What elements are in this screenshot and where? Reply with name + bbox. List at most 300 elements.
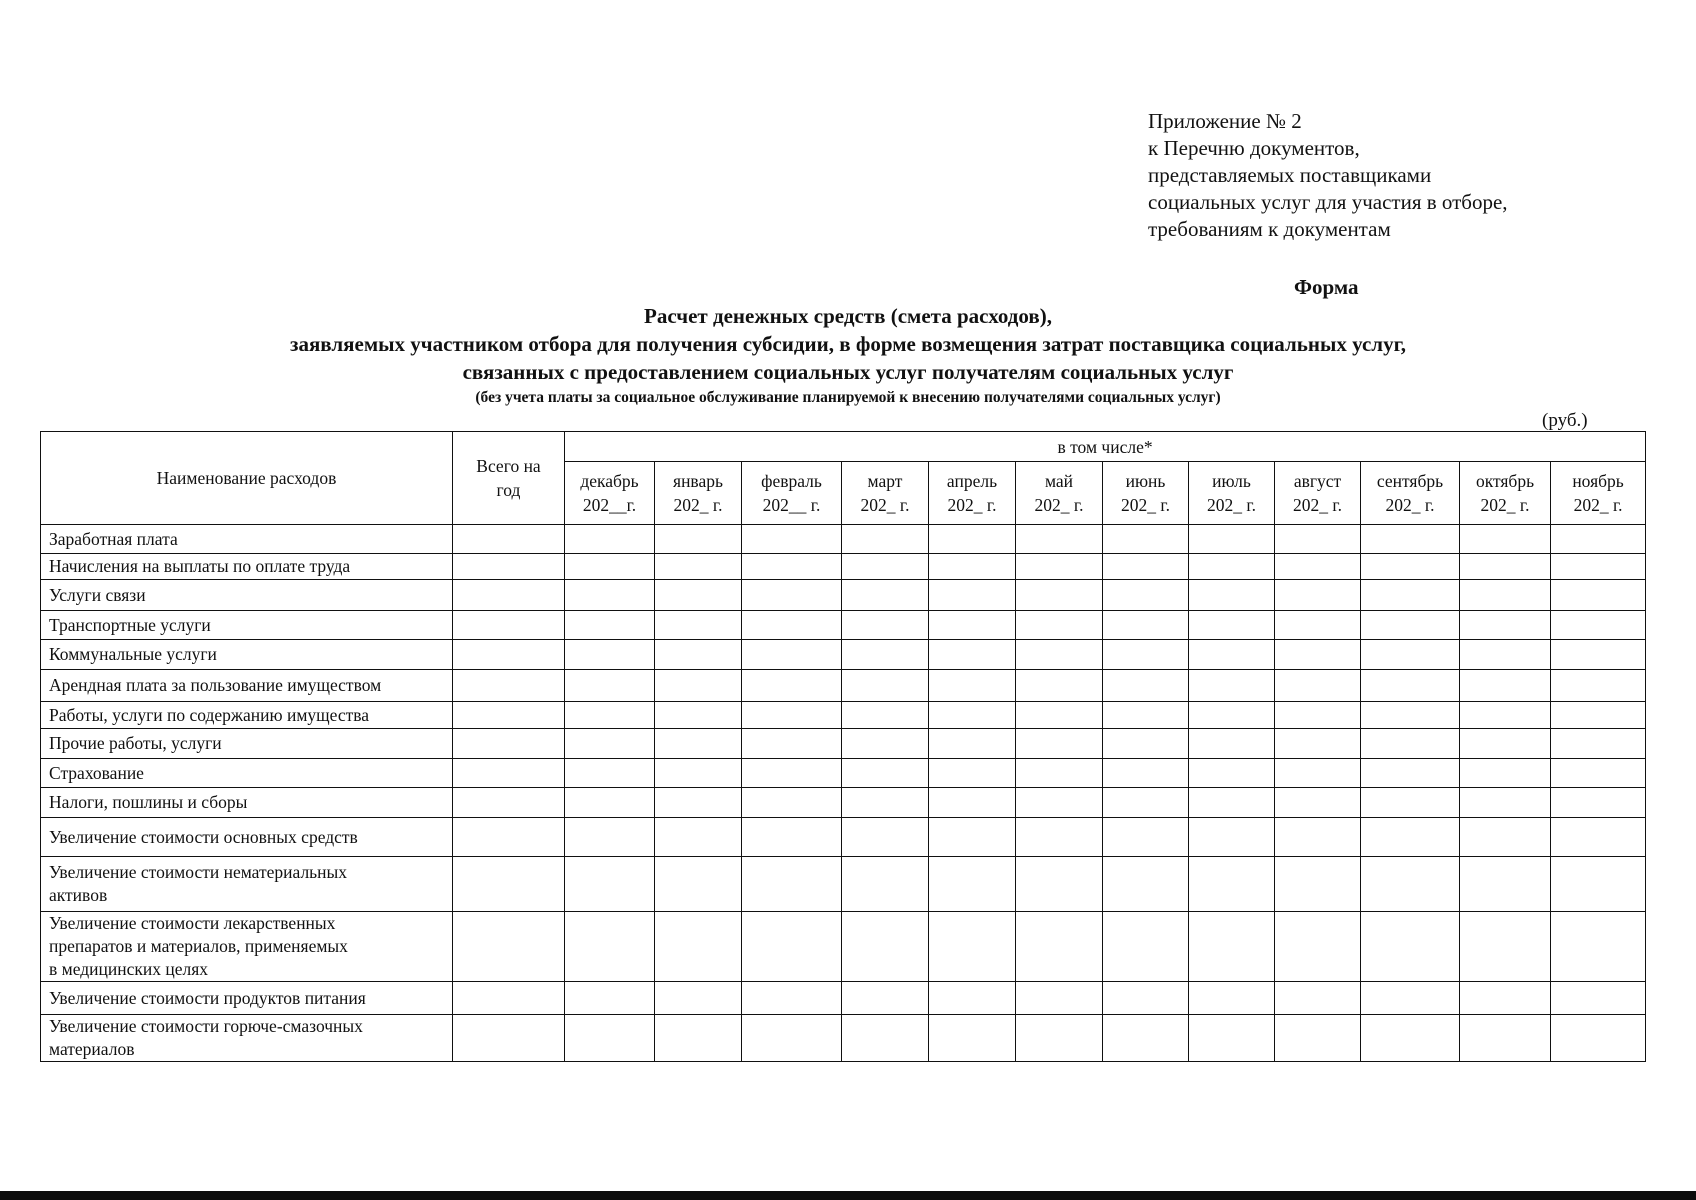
month-value-cell[interactable] xyxy=(1361,1015,1460,1062)
month-value-cell[interactable] xyxy=(1275,857,1361,912)
month-value-cell[interactable] xyxy=(742,759,842,788)
month-value-cell[interactable] xyxy=(842,702,929,729)
month-value-cell[interactable] xyxy=(1189,611,1275,640)
month-value-cell[interactable] xyxy=(1275,554,1361,580)
month-header xyxy=(1275,462,1361,525)
month-value-cell[interactable] xyxy=(1103,580,1189,611)
month-value-cell[interactable] xyxy=(1016,729,1103,759)
annual-total-cell[interactable] xyxy=(453,525,565,554)
month-value-cell[interactable] xyxy=(1460,702,1551,729)
month-value-cell[interactable] xyxy=(1189,729,1275,759)
month-value-cell[interactable] xyxy=(742,857,842,912)
expense-name-line: Страхование xyxy=(49,762,144,783)
month-year: 202__ г. xyxy=(762,495,821,515)
month-name: сентябрь xyxy=(1376,471,1444,491)
month-value-cell[interactable] xyxy=(1103,818,1189,857)
month-value-cell[interactable] xyxy=(1103,857,1189,912)
month-value-cell[interactable] xyxy=(1016,640,1103,670)
month-value-cell[interactable] xyxy=(1361,554,1460,580)
expense-name xyxy=(41,759,453,788)
table-row xyxy=(41,818,1646,857)
month-value-cell[interactable] xyxy=(1551,857,1646,912)
month-value-cell[interactable] xyxy=(1460,759,1551,788)
expense-name-line: препаратов и материалов, применяемых xyxy=(49,936,348,956)
month-value-cell[interactable] xyxy=(929,554,1016,580)
month-value-cell[interactable] xyxy=(1361,580,1460,611)
month-value-cell[interactable] xyxy=(1551,729,1646,759)
month-value-cell[interactable] xyxy=(1189,857,1275,912)
month-value-cell[interactable] xyxy=(655,912,742,982)
month-value-cell[interactable] xyxy=(1361,982,1460,1015)
month-value-cell[interactable] xyxy=(1275,912,1361,982)
month-value-cell[interactable] xyxy=(1361,525,1460,554)
month-value-cell[interactable] xyxy=(1189,912,1275,982)
table-row xyxy=(41,670,1646,702)
table-row xyxy=(41,580,1646,611)
month-year: 202_ г. xyxy=(1121,495,1170,515)
month-value-cell[interactable] xyxy=(842,912,929,982)
month-value-cell[interactable] xyxy=(1103,702,1189,729)
table-row xyxy=(41,1015,1646,1062)
month-value-cell[interactable] xyxy=(1189,554,1275,580)
month-value-cell[interactable] xyxy=(929,640,1016,670)
month-name: январь xyxy=(673,471,723,491)
month-name: август xyxy=(1293,471,1342,491)
table-row xyxy=(41,788,1646,818)
month-value-cell[interactable] xyxy=(842,554,929,580)
month-value-cell[interactable] xyxy=(655,702,742,729)
expense-name-line: Увеличение стоимости основных средств xyxy=(49,826,358,847)
month-value-cell[interactable] xyxy=(842,670,929,702)
expense-name-line: Арендная плата за пользование имуществом xyxy=(49,675,382,695)
month-value-cell[interactable] xyxy=(655,1015,742,1062)
expense-name-line: в медицинских целях xyxy=(49,959,209,979)
month-value-cell[interactable] xyxy=(742,640,842,670)
month-value-cell[interactable] xyxy=(1275,580,1361,611)
expense-name-line: Увеличение стоимости нематериальных xyxy=(49,862,348,882)
month-value-cell[interactable] xyxy=(742,611,842,640)
month-value-cell[interactable] xyxy=(655,982,742,1015)
month-value-cell[interactable] xyxy=(1016,702,1103,729)
month-value-cell[interactable] xyxy=(1361,702,1460,729)
month-value-cell[interactable] xyxy=(1460,857,1551,912)
month-value-cell[interactable] xyxy=(1189,525,1275,554)
month-value-cell[interactable] xyxy=(1016,788,1103,818)
appendix-line: Приложение № 2 xyxy=(1148,109,1302,133)
month-value-cell[interactable] xyxy=(929,729,1016,759)
month-value-cell[interactable] xyxy=(1103,670,1189,702)
month-value-cell[interactable] xyxy=(1275,611,1361,640)
month-value-cell[interactable] xyxy=(1189,759,1275,788)
month-name: октябрь xyxy=(1475,471,1535,491)
currency-unit: (руб.) xyxy=(1542,410,1588,431)
expense-name xyxy=(41,729,453,759)
month-value-cell[interactable] xyxy=(929,982,1016,1015)
month-header xyxy=(742,462,842,525)
expense-name xyxy=(41,670,453,702)
month-value-cell[interactable] xyxy=(565,580,655,611)
month-year: 202_ г. xyxy=(1385,495,1435,515)
month-header xyxy=(1189,462,1275,525)
expense-name xyxy=(41,640,453,670)
expense-name-line: Заработная плата xyxy=(49,528,178,549)
month-value-cell[interactable] xyxy=(565,525,655,554)
month-value-cell[interactable] xyxy=(842,759,929,788)
month-value-cell[interactable] xyxy=(1103,1015,1189,1062)
month-value-cell[interactable] xyxy=(565,729,655,759)
expense-name-line: Налоги, пошлины и сборы xyxy=(49,792,248,812)
month-value-cell[interactable] xyxy=(1460,580,1551,611)
month-value-cell[interactable] xyxy=(1460,554,1551,580)
month-header xyxy=(1551,462,1646,525)
month-value-cell[interactable] xyxy=(1275,818,1361,857)
month-header xyxy=(1361,462,1460,525)
month-value-cell[interactable] xyxy=(565,857,655,912)
table-row xyxy=(41,857,1646,912)
month-value-cell[interactable] xyxy=(1275,729,1361,759)
month-value-cell[interactable] xyxy=(742,1015,842,1062)
month-header xyxy=(929,462,1016,525)
column-header-name: Наименование расходов xyxy=(41,432,453,525)
month-value-cell[interactable] xyxy=(1460,818,1551,857)
month-header xyxy=(842,462,929,525)
month-value-cell[interactable] xyxy=(1103,525,1189,554)
annual-total-cell[interactable] xyxy=(453,857,565,912)
month-year: 202_ г. xyxy=(1034,495,1084,515)
month-value-cell[interactable] xyxy=(1551,611,1646,640)
month-value-cell[interactable] xyxy=(1275,640,1361,670)
expense-name-line: активов xyxy=(49,885,108,905)
month-value-cell[interactable] xyxy=(1551,912,1646,982)
month-value-cell[interactable] xyxy=(1275,982,1361,1015)
month-value-cell[interactable] xyxy=(1103,611,1189,640)
expense-name-line: Начисления на выплаты по оплате труда xyxy=(49,556,351,576)
month-value-cell[interactable] xyxy=(565,982,655,1015)
expense-name xyxy=(41,611,453,640)
month-value-cell[interactable] xyxy=(1103,729,1189,759)
month-value-cell[interactable] xyxy=(1275,759,1361,788)
month-value-cell[interactable] xyxy=(565,640,655,670)
month-value-cell[interactable] xyxy=(1460,912,1551,982)
expense-name xyxy=(41,818,453,857)
month-name: декабрь xyxy=(580,471,639,491)
month-value-cell[interactable] xyxy=(1460,525,1551,554)
month-value-cell[interactable] xyxy=(842,729,929,759)
month-value-cell[interactable] xyxy=(1103,759,1189,788)
month-value-cell[interactable] xyxy=(842,525,929,554)
month-year: 202_ г. xyxy=(947,495,997,515)
month-header xyxy=(1103,462,1189,525)
document-subtitle: (без учета платы за социальное обслуживание планируемой к внесению получателями социальных услуг) xyxy=(475,389,1221,406)
month-value-cell[interactable] xyxy=(1551,788,1646,818)
month-value-cell[interactable] xyxy=(655,525,742,554)
month-header xyxy=(1460,462,1551,525)
total-header-line: год xyxy=(496,480,521,500)
month-value-cell[interactable] xyxy=(1361,611,1460,640)
month-value-cell[interactable] xyxy=(929,818,1016,857)
month-name: февраль xyxy=(761,471,822,491)
month-value-cell[interactable] xyxy=(1275,525,1361,554)
title-line: заявляемых участником отбора для получения субсидии, в форме возмещения затрат поставщика социальных услуг, xyxy=(290,332,1406,356)
month-value-cell[interactable] xyxy=(1551,640,1646,670)
month-value-cell[interactable] xyxy=(842,857,929,912)
month-value-cell[interactable] xyxy=(1275,788,1361,818)
month-value-cell[interactable] xyxy=(1103,982,1189,1015)
month-value-cell[interactable] xyxy=(1460,788,1551,818)
month-value-cell[interactable] xyxy=(565,670,655,702)
expense-table xyxy=(40,431,1646,1062)
including-header: в том числе* xyxy=(565,432,1646,462)
month-value-cell[interactable] xyxy=(742,554,842,580)
month-value-cell[interactable] xyxy=(929,702,1016,729)
month-value-cell[interactable] xyxy=(1551,759,1646,788)
scan-edge-bar xyxy=(0,1191,1696,1200)
expense-name xyxy=(41,788,453,818)
month-value-cell[interactable] xyxy=(1275,702,1361,729)
month-value-cell[interactable] xyxy=(655,640,742,670)
total-header-line: Всего на xyxy=(476,456,541,476)
month-value-cell[interactable] xyxy=(1551,580,1646,611)
month-value-cell[interactable] xyxy=(1460,670,1551,702)
month-value-cell[interactable] xyxy=(842,982,929,1015)
month-name: май xyxy=(1044,471,1074,491)
month-value-cell[interactable] xyxy=(742,670,842,702)
month-value-cell[interactable] xyxy=(929,912,1016,982)
month-value-cell[interactable] xyxy=(1361,759,1460,788)
month-header xyxy=(565,462,655,525)
month-value-cell[interactable] xyxy=(1016,857,1103,912)
month-value-cell[interactable] xyxy=(1016,554,1103,580)
table-row xyxy=(41,525,1646,554)
month-year: 202_ г. xyxy=(1480,495,1530,515)
month-value-cell[interactable] xyxy=(1361,912,1460,982)
expense-name xyxy=(41,1015,453,1062)
annual-total-cell[interactable] xyxy=(453,759,565,788)
month-value-cell[interactable] xyxy=(565,554,655,580)
expense-name-line: материалов xyxy=(49,1039,135,1059)
month-value-cell[interactable] xyxy=(655,729,742,759)
month-value-cell[interactable] xyxy=(1551,670,1646,702)
month-value-cell[interactable] xyxy=(842,1015,929,1062)
month-year: 202_ г. xyxy=(860,495,910,515)
expense-name-line: Транспортные услуги xyxy=(49,614,211,635)
month-value-cell[interactable] xyxy=(565,912,655,982)
expense-name xyxy=(41,702,453,729)
month-year: 202__г. xyxy=(582,495,637,515)
month-year: 202_ г. xyxy=(1207,495,1256,515)
appendix-line: представляемых поставщиками xyxy=(1148,163,1432,187)
month-value-cell[interactable] xyxy=(1551,525,1646,554)
month-value-cell[interactable] xyxy=(1460,982,1551,1015)
expense-name-line: Увеличение стоимости продуктов питания xyxy=(49,987,366,1008)
month-value-cell[interactable] xyxy=(1189,788,1275,818)
month-value-cell[interactable] xyxy=(1361,857,1460,912)
month-value-cell[interactable] xyxy=(929,759,1016,788)
expense-name xyxy=(41,580,453,611)
month-value-cell[interactable] xyxy=(842,788,929,818)
expense-name xyxy=(41,525,453,554)
annual-total-cell[interactable] xyxy=(453,818,565,857)
month-value-cell[interactable] xyxy=(1361,670,1460,702)
month-value-cell[interactable] xyxy=(1103,554,1189,580)
expense-name-line: Работы, услуги по содержанию имущества xyxy=(49,704,370,725)
month-name: апрель xyxy=(946,471,998,491)
expense-name-line: Увеличение стоимости лекарственных xyxy=(49,913,336,933)
month-value-cell[interactable] xyxy=(1551,982,1646,1015)
month-value-cell[interactable] xyxy=(742,702,842,729)
table-row xyxy=(41,611,1646,640)
month-value-cell[interactable] xyxy=(1551,1015,1646,1062)
annual-total-cell[interactable] xyxy=(453,702,565,729)
appendix-note xyxy=(1148,108,1648,243)
month-value-cell[interactable] xyxy=(742,788,842,818)
table-row xyxy=(41,982,1646,1015)
month-value-cell[interactable] xyxy=(1361,788,1460,818)
month-value-cell[interactable] xyxy=(655,580,742,611)
annual-total-cell[interactable] xyxy=(453,554,565,580)
annual-total-cell[interactable] xyxy=(453,1015,565,1062)
month-value-cell[interactable] xyxy=(655,788,742,818)
month-header xyxy=(1016,462,1103,525)
table-row xyxy=(41,702,1646,729)
month-value-cell[interactable] xyxy=(1016,580,1103,611)
table-row xyxy=(41,729,1646,759)
column-header-total xyxy=(453,432,565,525)
month-value-cell[interactable] xyxy=(929,1015,1016,1062)
month-value-cell[interactable] xyxy=(1551,702,1646,729)
table-row xyxy=(41,912,1646,982)
month-value-cell[interactable] xyxy=(742,580,842,611)
month-year: 202_ г. xyxy=(1293,495,1342,515)
month-value-cell[interactable] xyxy=(1551,554,1646,580)
month-value-cell[interactable] xyxy=(1460,1015,1551,1062)
month-value-cell[interactable] xyxy=(1275,1015,1361,1062)
month-year: 202_ г. xyxy=(673,495,723,515)
month-value-cell[interactable] xyxy=(565,702,655,729)
month-value-cell[interactable] xyxy=(565,788,655,818)
month-value-cell[interactable] xyxy=(929,525,1016,554)
month-value-cell[interactable] xyxy=(655,670,742,702)
annual-total-cell[interactable] xyxy=(453,640,565,670)
month-value-cell[interactable] xyxy=(565,1015,655,1062)
month-value-cell[interactable] xyxy=(1016,670,1103,702)
title-line: Расчет денежных средств (смета расходов), xyxy=(644,304,1052,328)
month-value-cell[interactable] xyxy=(1361,818,1460,857)
month-value-cell[interactable] xyxy=(1103,788,1189,818)
month-value-cell[interactable] xyxy=(929,857,1016,912)
month-value-cell[interactable] xyxy=(1016,759,1103,788)
appendix-line: требованиям к документам xyxy=(1148,217,1391,241)
expense-name-line: Прочие работы, услуги xyxy=(49,733,222,753)
month-value-cell[interactable] xyxy=(742,729,842,759)
month-value-cell[interactable] xyxy=(742,525,842,554)
month-value-cell[interactable] xyxy=(929,611,1016,640)
month-value-cell[interactable] xyxy=(1189,982,1275,1015)
expense-name-line: Коммунальные услуги xyxy=(49,644,217,664)
month-value-cell[interactable] xyxy=(929,788,1016,818)
annual-total-cell[interactable] xyxy=(453,580,565,611)
month-name: июнь xyxy=(1125,471,1166,491)
annual-total-cell[interactable] xyxy=(453,670,565,702)
form-label: Форма xyxy=(1294,275,1359,299)
month-value-cell[interactable] xyxy=(1016,912,1103,982)
month-value-cell[interactable] xyxy=(1103,912,1189,982)
month-name: март xyxy=(867,471,903,491)
month-value-cell[interactable] xyxy=(1016,982,1103,1015)
month-value-cell[interactable] xyxy=(842,611,929,640)
month-value-cell[interactable] xyxy=(1189,580,1275,611)
month-value-cell[interactable] xyxy=(655,818,742,857)
month-value-cell[interactable] xyxy=(742,818,842,857)
month-name: ноябрь xyxy=(1572,471,1624,491)
expense-name-line: Услуги связи xyxy=(49,584,146,605)
expense-name xyxy=(41,982,453,1015)
appendix-line: социальных услуг для участия в отборе, xyxy=(1148,190,1508,214)
annual-total-cell[interactable] xyxy=(453,729,565,759)
month-value-cell[interactable] xyxy=(1189,702,1275,729)
annual-total-cell[interactable] xyxy=(453,982,565,1015)
month-value-cell[interactable] xyxy=(1460,729,1551,759)
month-value-cell[interactable] xyxy=(565,818,655,857)
month-value-cell[interactable] xyxy=(929,670,1016,702)
table-row xyxy=(41,554,1646,580)
annual-total-cell[interactable] xyxy=(453,912,565,982)
month-value-cell[interactable] xyxy=(742,982,842,1015)
month-value-cell[interactable] xyxy=(1361,729,1460,759)
month-value-cell[interactable] xyxy=(655,857,742,912)
table-row xyxy=(41,759,1646,788)
month-value-cell[interactable] xyxy=(1460,640,1551,670)
month-value-cell[interactable] xyxy=(655,554,742,580)
title-line: связанных с предоставлением социальных услуг получателям социальных услуг xyxy=(462,360,1234,384)
month-value-cell[interactable] xyxy=(1189,1015,1275,1062)
month-value-cell[interactable] xyxy=(1460,611,1551,640)
month-value-cell[interactable] xyxy=(565,759,655,788)
month-value-cell[interactable] xyxy=(929,580,1016,611)
month-value-cell[interactable] xyxy=(842,580,929,611)
month-year: 202_ г. xyxy=(1573,495,1623,515)
month-value-cell[interactable] xyxy=(1016,1015,1103,1062)
month-value-cell[interactable] xyxy=(655,759,742,788)
month-value-cell[interactable] xyxy=(565,611,655,640)
month-value-cell[interactable] xyxy=(1189,670,1275,702)
month-value-cell[interactable] xyxy=(842,640,929,670)
expense-name xyxy=(41,912,453,982)
annual-total-cell[interactable] xyxy=(453,788,565,818)
table-row xyxy=(41,640,1646,670)
month-name: июль xyxy=(1212,471,1251,491)
month-value-cell[interactable] xyxy=(1189,640,1275,670)
expense-name xyxy=(41,554,453,580)
expense-name xyxy=(41,857,453,912)
month-value-cell[interactable] xyxy=(1016,818,1103,857)
appendix-line: к Перечню документов, xyxy=(1148,136,1360,160)
month-value-cell[interactable] xyxy=(1103,640,1189,670)
month-value-cell[interactable] xyxy=(842,818,929,857)
month-value-cell[interactable] xyxy=(655,611,742,640)
annual-total-cell[interactable] xyxy=(453,611,565,640)
expense-name-line: Увеличение стоимости горюче-смазочных xyxy=(49,1016,363,1036)
month-value-cell[interactable] xyxy=(742,912,842,982)
month-value-cell[interactable] xyxy=(1275,670,1361,702)
month-header xyxy=(655,462,742,525)
month-value-cell[interactable] xyxy=(1551,818,1646,857)
month-value-cell[interactable] xyxy=(1189,818,1275,857)
month-value-cell[interactable] xyxy=(1361,640,1460,670)
document-title xyxy=(0,302,1696,410)
month-value-cell[interactable] xyxy=(1016,525,1103,554)
month-value-cell[interactable] xyxy=(1016,611,1103,640)
